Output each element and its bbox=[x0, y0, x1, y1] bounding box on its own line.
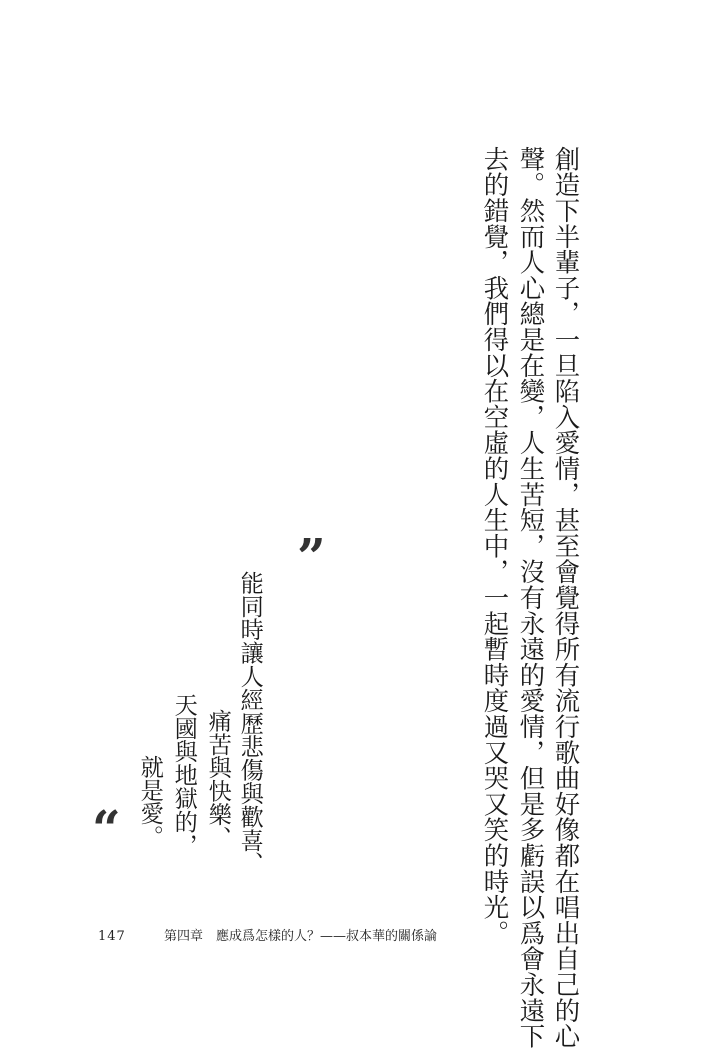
page-number: 147 bbox=[98, 929, 126, 944]
pull-quote-line: 能同時讓人經歷悲傷與歡喜、 bbox=[236, 571, 264, 876]
body-text-line: 創造下半輩子，一旦陷入愛情，甚至會覺得所有流行歌曲好像都在唱出自己的心 bbox=[551, 146, 582, 1049]
pull-quote-line: 天國與地獄的， bbox=[170, 693, 198, 857]
body-text-line: 去的錯覺，我們得以在空虛的人生中，一起暫時度過又哭又笑的時光。 bbox=[480, 146, 511, 946]
closing-quote-mark-icon: ” bbox=[297, 527, 326, 586]
opening-quote-mark-icon: “ bbox=[92, 799, 121, 858]
pull-quote-line: 痛苦與快樂、 bbox=[204, 709, 232, 850]
running-header: 第四章 應成爲怎樣的人？——叔本華的關係論 bbox=[164, 929, 438, 944]
body-text-line: 聲。然而人心總是在變，人生苦短，沒有永遠的愛情，但是多虧誤以爲會永遠下 bbox=[516, 146, 547, 1049]
pull-quote-line: 就是愛。 bbox=[136, 755, 164, 849]
